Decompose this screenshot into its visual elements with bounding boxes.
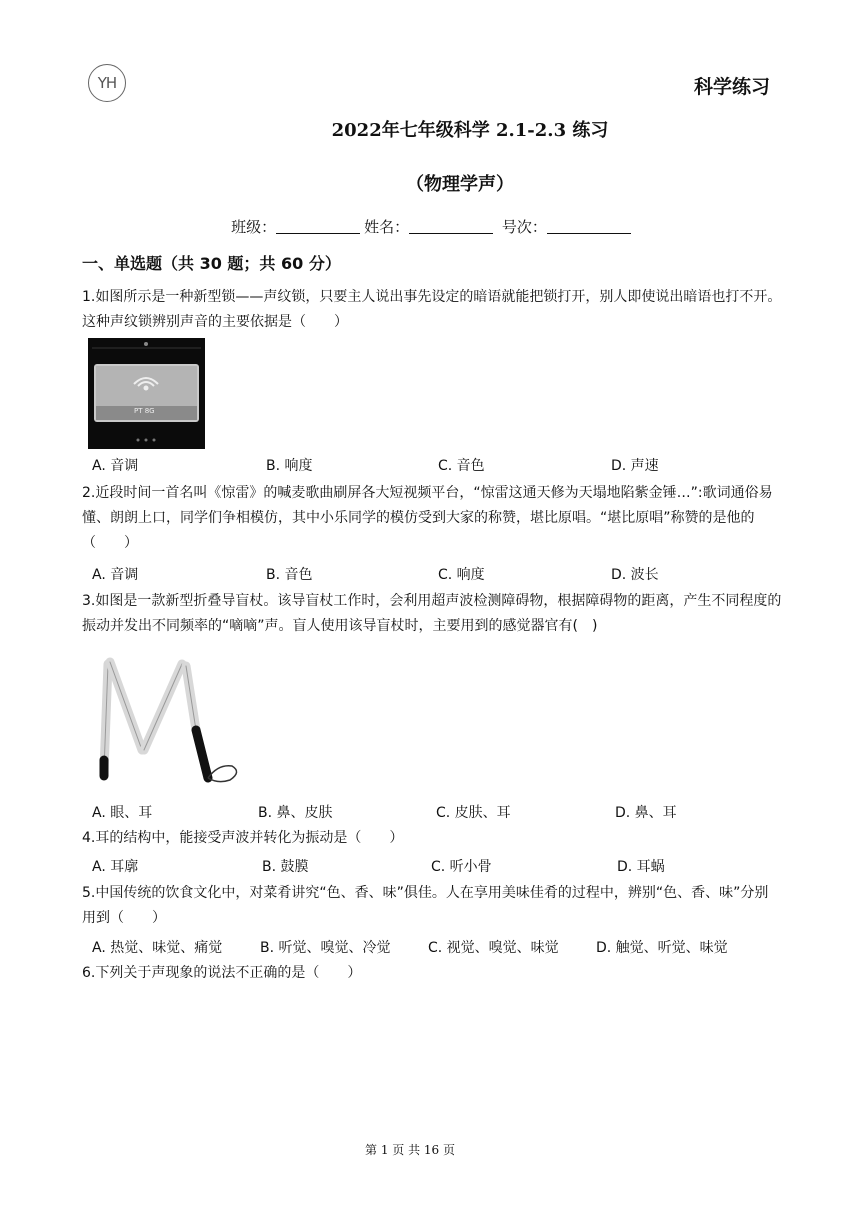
question-5-stem: 5.中国传统的饮食文化中，对菜肴讲究“色、香、味”俱佳。人在享用美味佳肴的过程中，辨别“色、香、味”分别用到（ ） — [82, 885, 769, 926]
question-3-option-c[interactable]: C. 皮肤、耳 — [436, 805, 511, 821]
question-2-stem: 2.近段时间一首名叫《惊雷》的喊麦歌曲刷屏各大短视频平台，“惊雷这通天修为天塌地陷紫金锤…”:歌词通俗易懂、朗朗上口，同学们争相模仿，其中小乐同学的模仿受到大家的称赞，堪比原唱。“堪比原唱”称赞的是他的（ ） — [82, 485, 773, 551]
class-blank — [276, 219, 360, 234]
question-2-option-a[interactable]: A. 音调 — [92, 567, 139, 583]
question-2-option-d[interactable]: D. 波长 — [611, 567, 659, 583]
number-blank — [547, 219, 631, 234]
question-3-option-a[interactable]: A. 眼、耳 — [92, 805, 153, 821]
question-1-image — [88, 338, 205, 449]
logo-text: YH — [97, 74, 117, 92]
student-info-line — [0, 216, 860, 237]
folding-cane-illustration — [90, 652, 248, 794]
question-3-stem: 3.如图是一款新型折叠导盲杖。该导盲杖工作时，会利用超声波检测障碍物，根据障碍物的距离，产生不同程度的振动并发出不同频率的“嘀嘀”声。盲人使用该导盲杖时，主要用到的感觉器官有( ) — [82, 593, 782, 634]
page-subtitle: （物理学声） — [406, 174, 514, 195]
question-3-option-b[interactable]: B. 鼻、皮肤 — [258, 805, 333, 821]
question-4-option-c[interactable]: C. 听小骨 — [431, 859, 492, 875]
question-5-option-b[interactable]: B. 听觉、嗅觉、冷觉 — [260, 940, 391, 956]
question-1-option-d[interactable]: D. 声速 — [611, 458, 659, 474]
header-label: 科学练习 — [693, 76, 770, 98]
question-3-option-d[interactable]: D. 鼻、耳 — [615, 805, 677, 821]
question-2-option-c[interactable]: C. 响度 — [438, 567, 485, 583]
page-title: 2022年七年级科学 2.1-2.3 练习 — [331, 120, 609, 141]
question-4-option-b[interactable]: B. 鼓膜 — [262, 859, 309, 875]
question-1-option-b[interactable]: B. 响度 — [266, 458, 313, 474]
section-heading: 一、单选题（共 30 题；共 60 分） — [82, 254, 341, 273]
question-1-option-a[interactable]: A. 音调 — [92, 458, 139, 474]
logo — [88, 64, 126, 102]
voice-lock-illustration — [88, 338, 205, 449]
question-4-option-a[interactable]: A. 耳廓 — [92, 859, 139, 875]
question-2-option-b[interactable]: B. 音色 — [266, 567, 313, 583]
name-label: 姓名： — [364, 218, 410, 236]
question-5-option-a[interactable]: A. 热觉、味觉、痛觉 — [92, 940, 223, 956]
question-4-stem: 4.耳的结构中，能接受声波并转化为振动是（ ） — [82, 830, 404, 846]
class-label: 班级： — [231, 218, 277, 236]
question-4-option-d[interactable]: D. 耳蜗 — [617, 859, 665, 875]
number-label: 号次： — [501, 218, 547, 236]
name-blank — [409, 219, 493, 234]
page-footer: 第 1 页 共 16 页 — [365, 1143, 455, 1157]
question-1-stem: 1.如图所示是一种新型锁——声纹锁，只要主人说出事先设定的暗语就能把锁打开，别人即使说出暗语也打不开。这种声纹锁辨别声音的主要依据是（ ） — [82, 289, 782, 330]
question-5-option-c[interactable]: C. 视觉、嗅觉、味觉 — [428, 940, 559, 956]
question-3-image — [90, 652, 248, 794]
image-caption: PT 8G — [134, 407, 155, 415]
question-6-stem: 6.下列关于声现象的说法不正确的是（ ） — [82, 965, 362, 981]
question-5-option-d[interactable]: D. 触觉、听觉、味觉 — [596, 940, 728, 956]
question-1-option-c[interactable]: C. 音色 — [438, 458, 485, 474]
